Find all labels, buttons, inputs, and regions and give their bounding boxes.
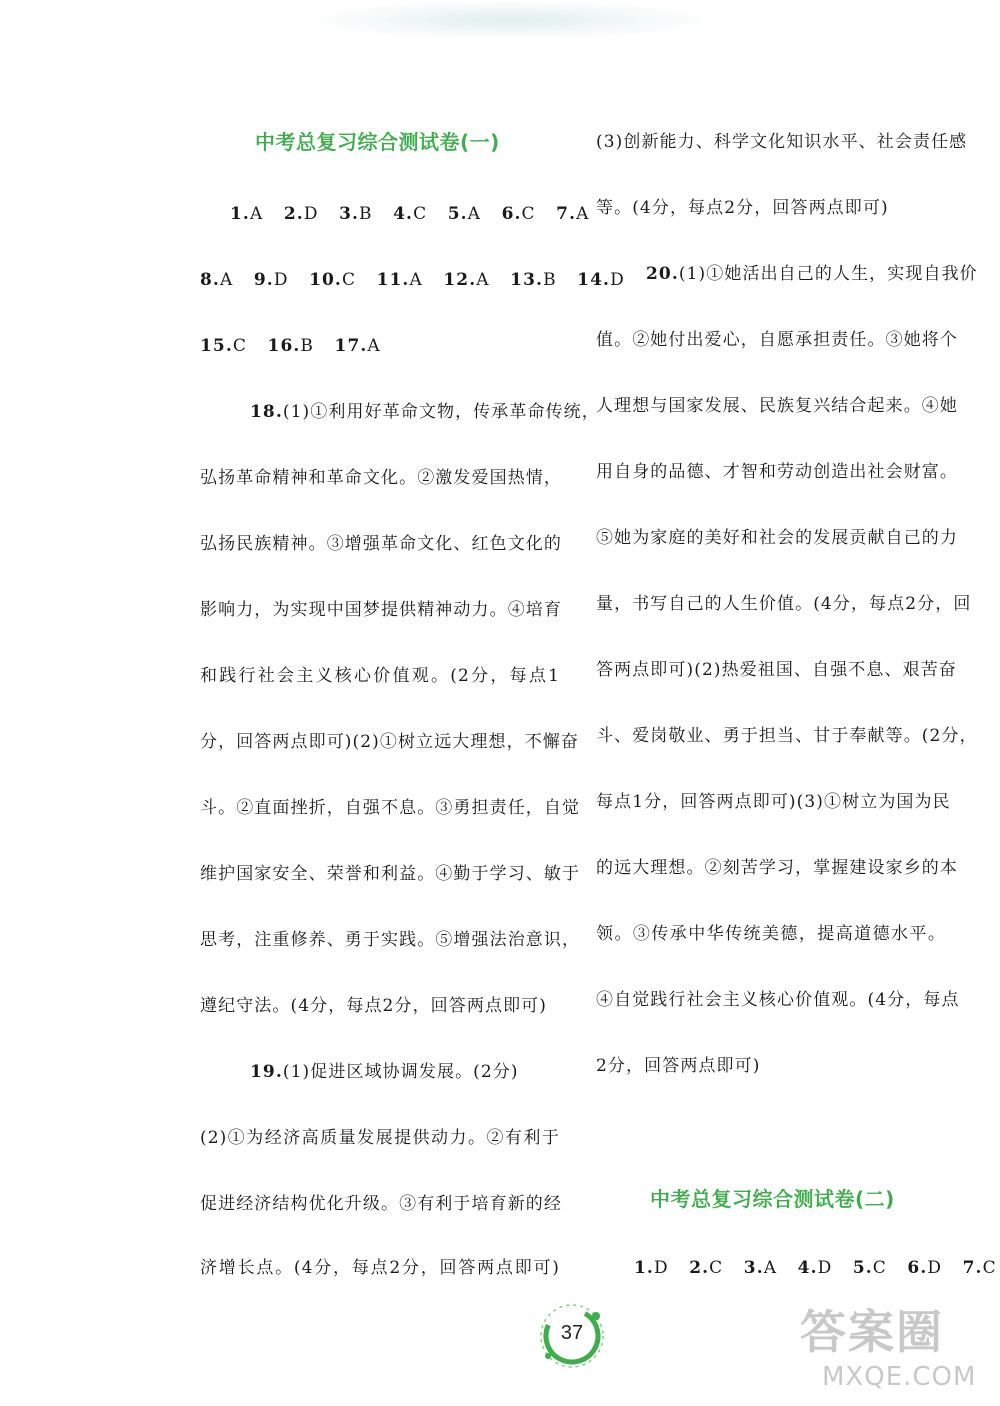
mc-answer: 14.D [577,270,625,290]
q20-line: 答两点即可)(2)热爱祖国、自强不息、艰苦奋 [596,660,957,680]
q20-line: 2分，回答两点即可) [596,1056,761,1076]
mc-answer: 17.A [334,336,381,356]
q20-line: 人理想与国家发展、民族复兴结合起来。④她 [596,396,958,416]
q18-line: 斗。②直面挫折，自强不息。③勇担责任，自觉 [200,798,581,818]
q18-line: 和践行社会主义核心价值观。(2分，每点1 [200,666,560,686]
watermark [800,1296,990,1396]
q20-line: 的远大理想。②刻苦学习，掌握建设家乡的本 [596,858,958,878]
mc-answer: 2.C [689,1258,724,1278]
watermark-url: MXQE.COM [822,1362,977,1392]
mc-answers-row-2 [200,268,625,292]
q19-line: 19.(1)促进区域协调发展。(2分) [250,1062,519,1082]
q20-line: 量，书写自己的人生价值。(4分，每点2分，回 [596,594,972,614]
mc-answers-row-4 [634,1256,997,1280]
q18-line: 影响力，为实现中国梦提供精神动力。④培育 [200,600,562,620]
q18-line: 18.(1)①利用好革命文物，传承革命传统， [250,402,600,422]
q18-line: 思考，注重修养、勇于实践。⑤增强法治意识， [200,930,581,950]
page-number: 37 [560,1322,584,1344]
mc-answer: 4.C [393,204,428,224]
q19-number: 19. [250,1062,283,1082]
q19-line: 促进经济结构优化升级。③有利于培育新的经 [200,1194,562,1214]
mc-answer: 3.B [339,204,373,224]
q18-line: 弘扬民族精神。③增强革命文化、红色文化的 [200,534,562,554]
mc-answer: 6.D [907,1258,943,1278]
q20-number: 20. [646,264,679,284]
mc-answer: 10.C [309,270,357,290]
mc-answer: 1.A [230,204,264,224]
q19-line: (2)①为经济高质量发展提供动力。②有利于 [200,1128,560,1148]
q20-line: 每点1分，回答两点即可)(3)①树立为国为民 [596,792,951,812]
q18-line: 遵纪守法。(4分，每点2分，回答两点即可) [200,996,547,1016]
section-title-1: 中考总复习综合测试卷(一) [255,130,500,154]
mc-answer: 15.C [200,336,247,356]
mc-answer: 8.A [200,270,234,290]
mc-answer: 1.D [634,1258,669,1278]
mc-answer: 9.D [253,270,289,290]
mc-answers-row-1 [230,202,590,226]
q19-cont-line: (3)创新能力、科学文化知识水平、社会责任感 [596,132,968,152]
page-number-badge [538,1302,606,1370]
mc-answer: 7.C [962,1258,997,1278]
mc-answer: 2.D [283,204,319,224]
watermark-logo-text: 答案圈 [800,1305,944,1359]
q20-line: 斗、爱岗敬业、勇于担当、甘于奉献等。(2分， [596,726,978,746]
mc-answer: 5.C [852,1258,887,1278]
q18-number: 18. [250,402,283,422]
q19-line: 济增长点。(4分，每点2分，回答两点即可) [200,1258,560,1278]
q18-line: 弘扬革命精神和革命文化。②激发爱国热情， [200,468,562,488]
q20-line: ④自觉践行社会主义核心价值观。(4分，每点 [596,990,960,1010]
q20-line: 用自身的品德、才智和劳动创造出社会财富。 [596,462,958,482]
mc-answer: 11.A [376,270,423,290]
mc-answer: 5.A [447,204,482,224]
mc-answer: 6.C [501,204,536,224]
mc-answer: 4.D [797,1258,833,1278]
mc-answers-row-3 [200,334,560,358]
mc-answer: 3.A [743,1258,778,1278]
q19-cont-line: 等。(4分，每点2分，回答两点即可) [596,198,889,218]
q20-line: ⑤她为家庭的美好和社会的发展贡献自己的力 [596,528,958,548]
q20-line: 20.(1)①她活出自己的人生，实现自我价 [646,264,978,284]
q20-line: 值。②她付出爱心，自愿承担责任。③她将个 [596,330,958,350]
mc-answer: 16.B [267,336,314,356]
q20-line: 领。③传承中华传统美德，提高道德水平。 [596,924,946,944]
mc-answer: 12.A [443,270,490,290]
q18-line: 维护国家安全、荣誉和利益。④勤于学习、敏于 [200,864,581,884]
q18-line: 分，回答两点即可)(2)①树立远大理想，不懈奋 [200,732,580,752]
mc-answer: 13.B [510,270,557,290]
section-title-2: 中考总复习综合测试卷(二) [650,1187,895,1211]
top-decoration [300,0,720,40]
mc-answer: 7.A [556,204,590,224]
